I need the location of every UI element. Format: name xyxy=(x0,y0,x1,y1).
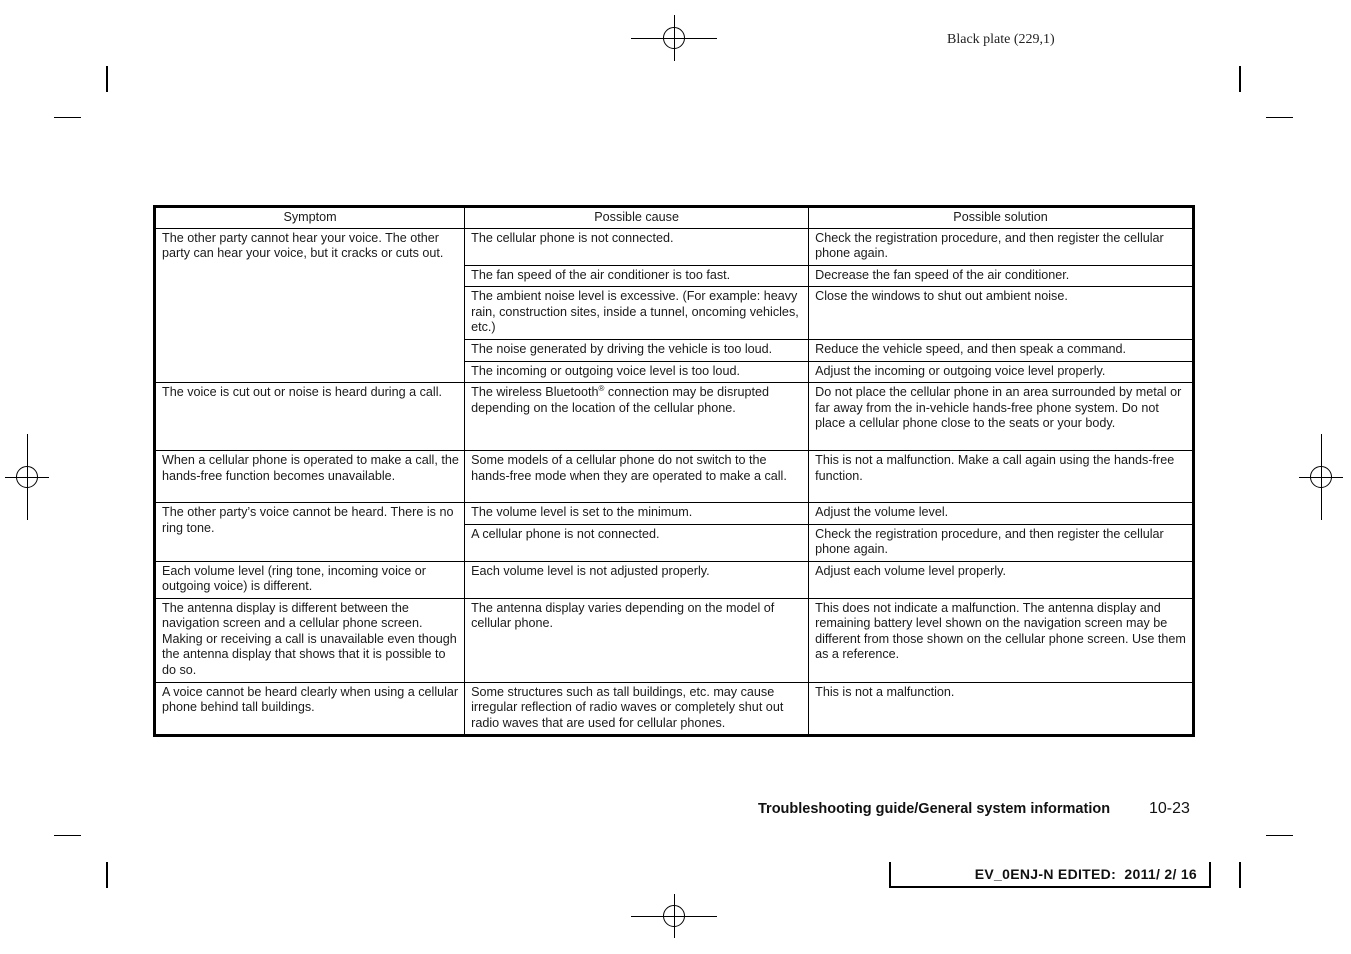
solution-cell: Adjust the incoming or outgoing voice level properly. xyxy=(809,361,1194,383)
table-row xyxy=(155,383,1194,451)
page-number: 10-23 xyxy=(1149,800,1190,817)
crop-mark xyxy=(106,862,108,888)
solution-cell: This is not a malfunction. xyxy=(809,682,1194,736)
cause-cell xyxy=(465,383,809,451)
header-symptom: Symptom xyxy=(155,207,465,229)
symptom-cell: A voice cannot be heard clearly when using a cellular phone behind tall buildings. xyxy=(155,682,465,736)
section-title: Troubleshooting guide/General system information xyxy=(758,801,1111,817)
table-row xyxy=(155,598,1194,682)
symptom-cell: The antenna display is different between the navigation screen and a cellular phone screen. Making or receiving a call is unavailable even though the antenna display that shows that it is possible to do so. xyxy=(155,598,465,682)
solution-cell: Check the registration procedure, and then register the cellular phone again. xyxy=(809,524,1194,561)
solution-cell: This is not a malfunction. Make a call again using the hands-free function. xyxy=(809,451,1194,503)
symptom-cell: When a cellular phone is operated to make a call, the hands-free function becomes unavailable. xyxy=(155,451,465,503)
cause-text: connection may be disrupted depending on the location of the cellular phone. xyxy=(471,385,769,415)
table-header-row xyxy=(155,207,1194,229)
edit-stamp-box xyxy=(889,862,1211,888)
cause-cell: Some models of a cellular phone do not switch to the hands-free mode when they are operated to make a call. xyxy=(465,451,809,503)
cause-cell: Some structures such as tall buildings, etc. may cause irregular reflection of radio waves or completely shut out radio waves that are used for cellular phones. xyxy=(465,682,809,736)
table-row xyxy=(155,451,1194,503)
troubleshooting-table xyxy=(153,205,1195,737)
table-row xyxy=(155,503,1194,525)
crop-mark xyxy=(54,117,81,118)
solution-cell: Adjust each volume level properly. xyxy=(809,561,1194,598)
crop-mark xyxy=(1266,835,1293,836)
solution-cell: Close the windows to shut out ambient noise. xyxy=(809,287,1194,340)
table-row xyxy=(155,682,1194,736)
cause-cell: The noise generated by driving the vehicle is too loud. xyxy=(465,340,809,362)
header-possible-solution: Possible solution xyxy=(809,207,1194,229)
symptom-cell: Each volume level (ring tone, incoming voice or outgoing voice) is different. xyxy=(155,561,465,598)
symptom-cell: The other party’s voice cannot be heard. There is no ring tone. xyxy=(155,503,465,562)
cause-cell: The cellular phone is not connected. xyxy=(465,228,809,265)
header-possible-cause: Possible cause xyxy=(465,207,809,229)
solution-cell: Reduce the vehicle speed, and then speak a command. xyxy=(809,340,1194,362)
table-row xyxy=(155,228,1194,265)
cause-text: The wireless Bluetooth xyxy=(471,385,599,399)
symptom-cell: The other party cannot hear your voice. The other party can hear your voice, but it cracks or cuts out. xyxy=(155,228,465,383)
crop-mark xyxy=(1239,66,1241,92)
edit-stamp: EV_0ENJ-N EDITED: 2011/ 2/ 16 xyxy=(974,866,1197,882)
solution-cell: Do not place the cellular phone in an area surrounded by metal or far away from the in-vehicle hands-free phone system. Do not place a cellular phone close to the seats or your body. xyxy=(809,383,1194,451)
crop-mark xyxy=(54,835,81,836)
crop-mark xyxy=(1266,117,1293,118)
cause-cell: The antenna display varies depending on the model of cellular phone. xyxy=(465,598,809,682)
solution-cell: Adjust the volume level. xyxy=(809,503,1194,525)
cause-cell: The ambient noise level is excessive. (For example: heavy rain, construction sites, inside a tunnel, oncoming vehicles, etc.) xyxy=(465,287,809,340)
solution-cell: Check the registration procedure, and then register the cellular phone again. xyxy=(809,228,1194,265)
cause-cell: A cellular phone is not connected. xyxy=(465,524,809,561)
cause-cell: The fan speed of the air conditioner is too fast. xyxy=(465,265,809,287)
solution-cell: This does not indicate a malfunction. The antenna display and remaining battery level shown on the navigation screen may be different from those shown on the cellular phone screen. Use them as a reference. xyxy=(809,598,1194,682)
registered-mark: ® xyxy=(598,383,605,393)
cause-cell: The volume level is set to the minimum. xyxy=(465,503,809,525)
solution-cell: Decrease the fan speed of the air conditioner. xyxy=(809,265,1194,287)
plate-label: Black plate (229,1) xyxy=(947,32,1055,47)
table-row xyxy=(155,561,1194,598)
cause-cell: Each volume level is not adjusted properly. xyxy=(465,561,809,598)
symptom-cell: The voice is cut out or noise is heard during a call. xyxy=(155,383,465,451)
cause-cell: The incoming or outgoing voice level is too loud. xyxy=(465,361,809,383)
crop-mark xyxy=(1239,862,1241,888)
crop-mark xyxy=(106,66,108,92)
